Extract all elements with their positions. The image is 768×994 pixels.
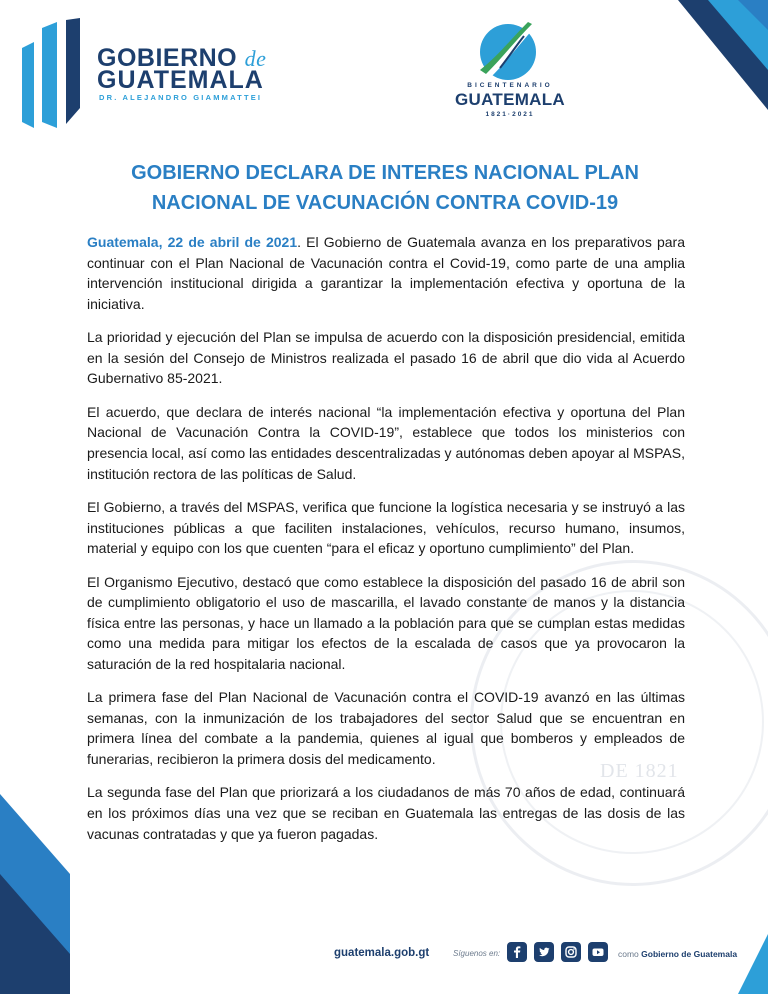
watermark-text: DE 1821 [600,760,679,782]
footer-account-label: como Gobierno de Guatemala [618,949,738,959]
paragraph-2: La prioridad y ejecución del Plan se impulsa de acuerdo con la disposición presidencial, emitida en la sesión del Consejo de Ministros realizada el pasado 16 de abril que dio vida al Acuerdo Gubernativo 85-2021. [87,329,685,387]
twitter-icon[interactable] [534,942,554,962]
page-title: GOBIERNO DECLARA DE INTERES NACIONAL PLAN NACIONAL DE VACUNACIÓN CONTRA COVID-19 [131,162,639,214]
footer-follow-label: Síguenos en: [453,949,501,958]
dateline: Guatemala, 22 de abril de 2021 [87,234,298,250]
paragraph-6: La primera fase del Plan Nacional de Vacunación contra el COVID-19 avanzó en las últimas semanas, con la inmunización de los trabajadores del sector Salud que se encuentran en primera línea del combate a la pandemia, quienes al igual que bomberos y empleados de funerarias, recibieron la primera dosis del medicamento. [87,689,685,768]
press-release-body [87,232,685,857]
paragraph-4: El Gobierno, a través del MSPAS, verifica que funcione la logística necesaria y se instruyó a las instituciones públicas a que faciliten instalaciones, vehículos, recurso humano, insumos, material y equipo con los que cuenten “para el eficaz y oportuno cumplimiento” del Plan. [87,498,685,557]
logo-line-gobierno: GOBIERNO de [97,44,267,72]
bicentenario-years: 1821·2021 [485,111,535,118]
logo-line-president: DR. ALEJANDRO GIAMMATTEI [99,93,263,102]
quetzal-circle-icon [470,18,542,82]
paragraph-3: El acuerdo, que declara de interés nacional “la implementación efectiva y oportuna del Plan Nacional de Vacunación Contra la COVID-19”, establece que todos los ministerios con presencia local, así como las entidades descentralizadas y autónomas deben apoyar al MSPAS, institución rectora de las políticas de Salud. [87,403,685,482]
footer [0,930,768,994]
bicentenario-label: BICENTENARIO [467,82,553,89]
footer-website-link[interactable]: guatemala.gob.gt [334,947,430,959]
logo-line-guatemala: GUATEMALA [97,66,264,94]
facebook-icon[interactable] [507,942,527,962]
paragraph-5: El Organismo Ejecutivo, destacó que como establece la disposición del pasado 16 de abril son de cumplimiento obligatorio el uso de mascarilla, el lavado constante de manos y la distancia física entre las personas, y hace un llamado a la población para que se cumplan estas medidas como una medida para mitigar los efectos de la escalada de casos que ya provocaron la saturación de la red hospitalaria nacional. [87,573,685,672]
instagram-icon[interactable] [561,942,581,962]
paragraph-7: La segunda fase del Plan que priorizará a los ciudadanos de más 70 años de edad, continuará en los próximos días una vez que se reciban en Guatemala las entregas de las dosis de las vacunas contratadas y que ya fueron pagadas. [87,784,685,842]
youtube-icon[interactable] [588,942,608,962]
bicentenario-guatemala: GUATEMALA [454,90,566,109]
top-right-corner-decoration [678,0,768,110]
paragraph-1: Guatemala, 22 de abril de 2021. El Gobierno de Guatemala avanza en los preparativos para continuar con el Plan Nacional de Vacunación contra el Covid-19, como parte de una amplia intervención institucional dirigida a garantizar la implementación efectiva y oportuna de la iniciativa. [87,234,686,312]
footer-account-name: Gobierno de Guatemala [641,949,738,959]
